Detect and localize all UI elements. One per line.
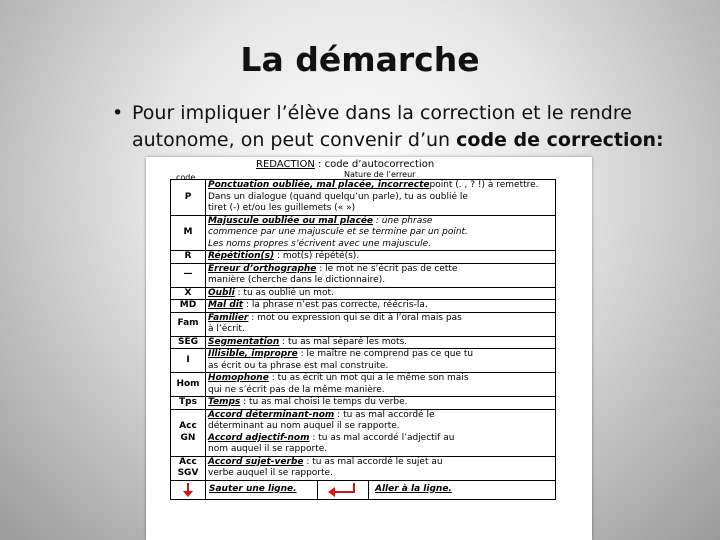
table-row-line-instructions bbox=[171, 480, 556, 499]
error-term: Accord déterminant-nom bbox=[208, 409, 335, 420]
error-code: M bbox=[183, 227, 193, 237]
error-code-cell bbox=[171, 263, 206, 287]
table-row bbox=[171, 180, 556, 216]
description-line: as écrit ou ta phrase est mal construite. bbox=[208, 360, 389, 371]
error-code-cell bbox=[171, 180, 206, 216]
error-description-cell bbox=[206, 251, 556, 264]
error-term: Majuscule oubliée ou mal placée bbox=[208, 215, 374, 226]
table-row bbox=[171, 263, 556, 287]
description-text: : le mot ne s’écrit pas de cette bbox=[316, 263, 458, 274]
description-line bbox=[208, 410, 553, 422]
error-code: MD bbox=[179, 300, 197, 310]
error-code: X bbox=[184, 287, 192, 298]
error-description-cell bbox=[206, 263, 556, 287]
error-code: Acc bbox=[179, 456, 197, 467]
table-row bbox=[171, 215, 556, 251]
description-line: verbe auquel il se rapporte. bbox=[208, 468, 333, 478]
error-term: Accord sujet-verbe bbox=[208, 456, 304, 467]
description-line bbox=[208, 397, 553, 409]
description-text: : tu as mal accordé le bbox=[334, 409, 435, 420]
description-line: nom auquel il se rapporte. bbox=[208, 444, 328, 454]
down-arrow-cell bbox=[171, 480, 206, 499]
error-term: Accord adjectif-nom bbox=[208, 432, 310, 443]
error-code: SGV bbox=[177, 468, 199, 478]
description-text: : le maître ne comprend pas ce que tu bbox=[297, 349, 474, 359]
error-term: Ponctuation oubliée, mal placée, incorrecte bbox=[208, 180, 430, 190]
skip-line-label: Sauter une ligne. bbox=[209, 483, 297, 494]
error-description-cell bbox=[206, 287, 556, 300]
description-line: tiret (-) et/ou les guillemets (« ») bbox=[208, 203, 356, 213]
error-description-cell bbox=[206, 300, 556, 313]
error-term: Familier bbox=[208, 312, 249, 323]
return-arrow-icon bbox=[317, 481, 369, 499]
document-subheading: Nature de l’erreur bbox=[344, 170, 416, 179]
error-code: GN bbox=[180, 432, 196, 443]
error-code: Fam bbox=[177, 318, 199, 329]
description-text: : tu as écrit un mot qui a le même son mais bbox=[268, 373, 469, 383]
description-text: : la phrase n’est pas correcte, réécris-la. bbox=[243, 300, 428, 310]
bullet-text-main: Pour impliquer l’élève dans la correction et le rendre autonome, on peut convenir d’un bbox=[132, 102, 632, 151]
description-line: commence par une majuscule et se termine par un point. bbox=[208, 227, 468, 237]
error-code: R bbox=[184, 251, 192, 261]
bullet-text-bold: code de correction: bbox=[456, 129, 664, 151]
table-row bbox=[171, 287, 556, 300]
description-text: : mot(s) répété(s). bbox=[274, 251, 360, 261]
error-code-cell bbox=[171, 456, 206, 480]
table-row bbox=[171, 373, 556, 397]
description-line bbox=[208, 300, 553, 312]
bullet-text bbox=[112, 100, 692, 154]
description-text: : mot ou expression qui se dit à l’oral mais pas bbox=[248, 312, 462, 323]
description-line bbox=[208, 457, 553, 469]
description-line: qui ne s’écrit pas de la même manière. bbox=[208, 384, 385, 395]
code-column-label: code bbox=[176, 173, 196, 182]
description-line: Les noms propres s’écrivent avec une majuscule. bbox=[208, 238, 431, 249]
error-term: Oubli bbox=[208, 287, 235, 298]
error-code-cell bbox=[171, 397, 206, 410]
error-code: SEG bbox=[177, 336, 199, 347]
description-text: : tu as mal choisi le temps du verbe. bbox=[240, 397, 408, 407]
error-code-cell bbox=[171, 373, 206, 397]
table-row bbox=[171, 312, 556, 336]
description-line: manière (cherche dans le dictionnaire). bbox=[208, 275, 386, 285]
error-term: Mal dit bbox=[208, 300, 244, 310]
error-code-cell bbox=[171, 349, 206, 373]
error-description-cell bbox=[206, 312, 556, 336]
correction-code-table bbox=[170, 179, 556, 500]
description-text: : une phrase bbox=[373, 215, 433, 226]
error-description-cell bbox=[206, 456, 556, 480]
line-instructions bbox=[206, 481, 555, 499]
error-code-cell bbox=[171, 215, 206, 251]
description-line: déterminant au nom auquel il se rapporte. bbox=[208, 421, 400, 431]
error-description-cell bbox=[206, 409, 556, 456]
description-text: point (. , ? !) à remettre. bbox=[429, 180, 539, 190]
table-row bbox=[171, 251, 556, 264]
description-line bbox=[208, 349, 553, 361]
error-term: Illisible, impropre bbox=[208, 349, 298, 359]
error-code-cell bbox=[171, 312, 206, 336]
error-term: Répétition(s) bbox=[208, 251, 275, 261]
line-instructions-cell bbox=[206, 480, 556, 499]
error-description-cell bbox=[206, 397, 556, 410]
description-text: : tu as mal accordé l’adjectif au bbox=[309, 432, 455, 443]
description-line bbox=[208, 251, 553, 263]
description-text: : tu as mal accordé le sujet au bbox=[303, 456, 443, 467]
table-row bbox=[171, 336, 556, 349]
description-line bbox=[208, 264, 553, 276]
document-heading-word: REDACTION bbox=[256, 159, 315, 170]
document-heading-rest: : code d’autocorrection bbox=[314, 159, 435, 170]
description-line bbox=[208, 180, 553, 192]
error-term: Temps bbox=[208, 397, 241, 407]
error-code: I bbox=[186, 354, 190, 365]
description-line bbox=[208, 373, 553, 385]
error-term: Segmentation bbox=[208, 336, 280, 347]
error-term: Homophone bbox=[208, 373, 269, 383]
error-code-cell bbox=[171, 409, 206, 456]
error-code-cell bbox=[171, 287, 206, 300]
description-line bbox=[208, 288, 553, 300]
table-row bbox=[171, 349, 556, 373]
new-line-label: Aller à la ligne. bbox=[375, 483, 452, 494]
description-line bbox=[208, 337, 553, 349]
error-description-cell bbox=[206, 180, 556, 216]
error-description-cell bbox=[206, 215, 556, 251]
error-description-cell bbox=[206, 373, 556, 397]
error-term: Erreur d’orthographe bbox=[208, 263, 317, 274]
description-line bbox=[208, 433, 553, 445]
error-code-cell bbox=[171, 300, 206, 313]
description-text: : tu as oublié un mot. bbox=[234, 287, 334, 298]
table-row bbox=[171, 409, 556, 456]
bullet-point bbox=[112, 100, 692, 154]
table-row bbox=[171, 456, 556, 480]
document-heading bbox=[256, 159, 434, 170]
error-code-cell bbox=[171, 251, 206, 264]
error-description-cell bbox=[206, 336, 556, 349]
error-code: P bbox=[184, 191, 192, 202]
description-line: Dans un dialogue (quand quelqu’un parle), tu as oublié le bbox=[208, 191, 468, 202]
error-code-cell bbox=[171, 336, 206, 349]
error-code: — bbox=[183, 269, 193, 280]
description-line bbox=[208, 313, 553, 325]
table-row bbox=[171, 397, 556, 410]
description-line: à l’écrit. bbox=[208, 324, 245, 334]
error-code: Hom bbox=[176, 378, 200, 389]
slide-title: La démarche bbox=[240, 40, 480, 79]
correction-code-document bbox=[146, 157, 592, 540]
table-row bbox=[171, 300, 556, 313]
error-code: Acc bbox=[179, 421, 197, 431]
bullet-dot: • bbox=[112, 102, 124, 124]
description-text: : tu as mal séparé les mots. bbox=[279, 336, 408, 347]
error-code: Tps bbox=[179, 397, 197, 407]
down-arrow-icon bbox=[182, 482, 194, 498]
error-description-cell bbox=[206, 349, 556, 373]
description-line bbox=[208, 216, 553, 228]
